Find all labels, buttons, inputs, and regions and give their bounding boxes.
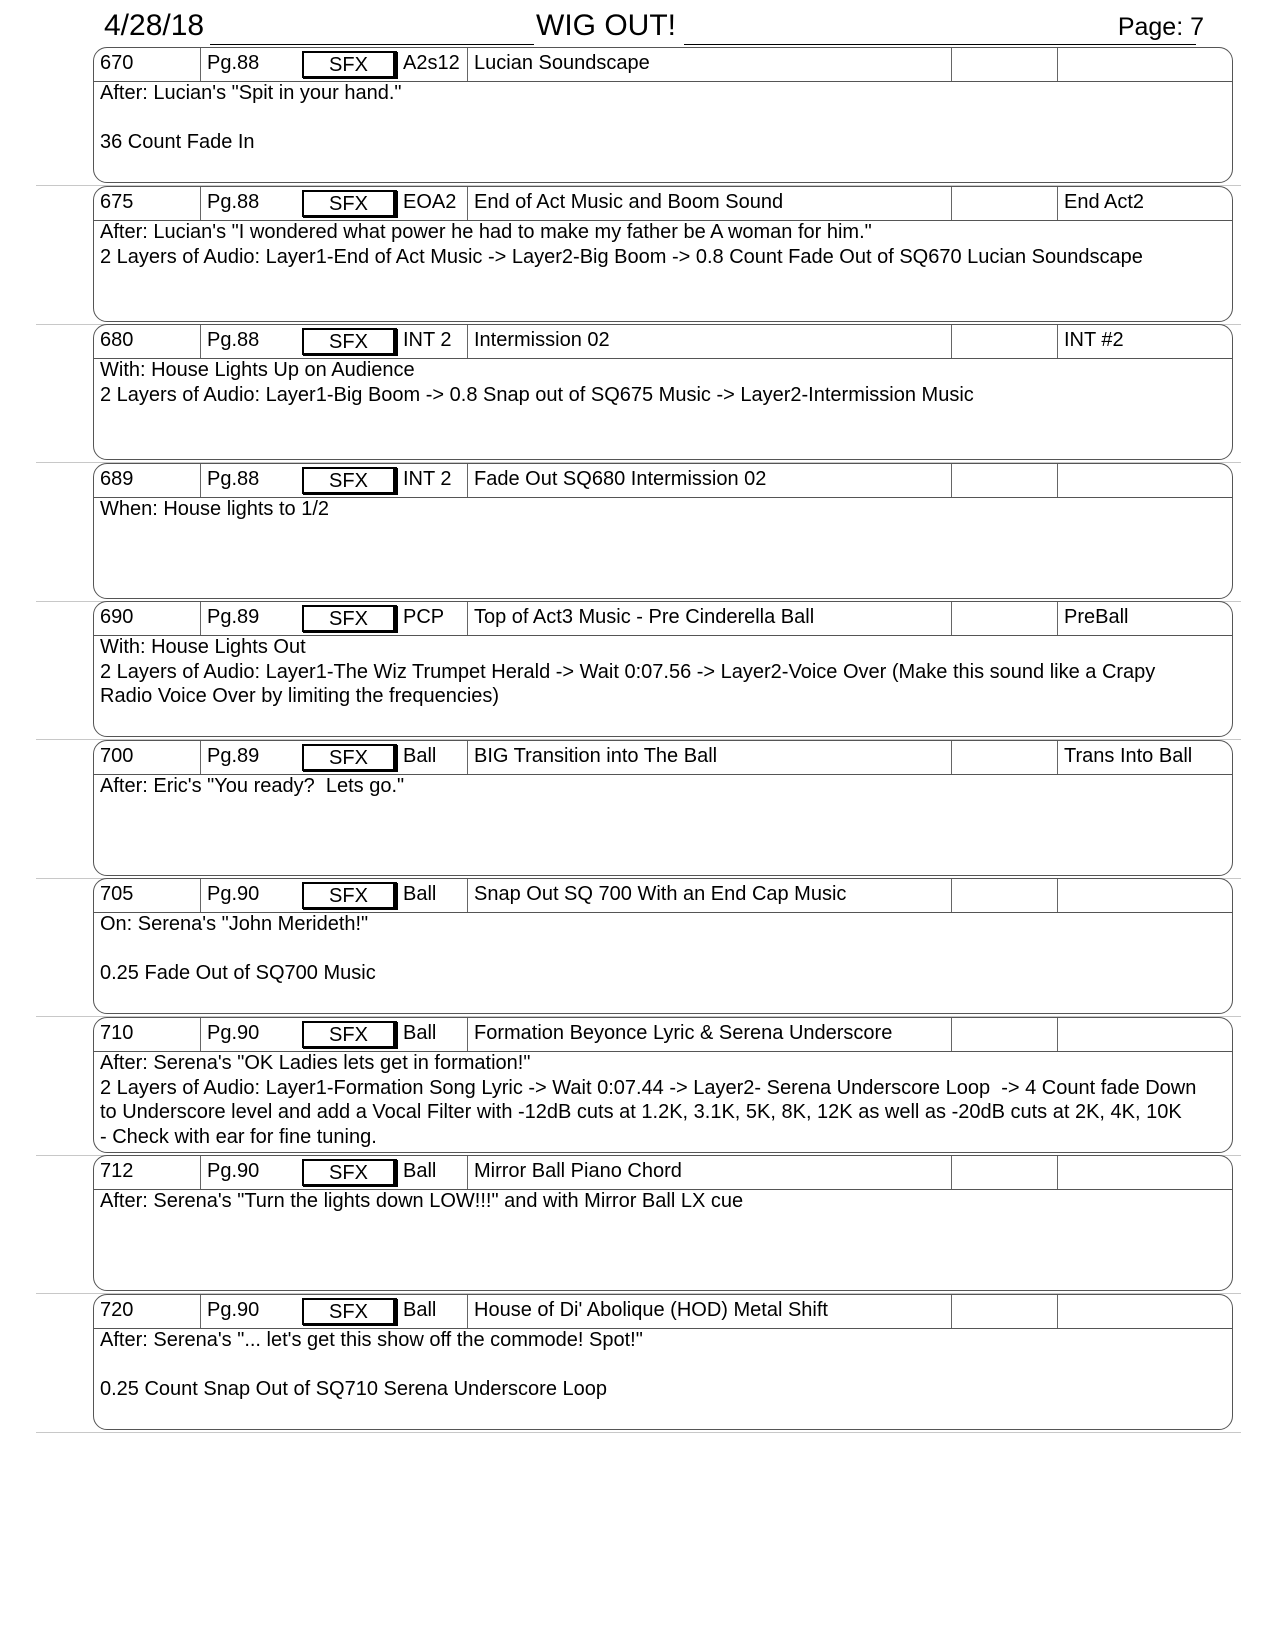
cue-scene: Ball (403, 883, 437, 905)
cue-blank-field (951, 464, 1057, 497)
cue-description: Fade Out SQ680 Intermission 02 (467, 464, 951, 497)
cue-note-line: 2 Layers of Audio: Layer1-Big Boom -> 0.8 Snap out of SQ675 Music -> Layer2-Intermission Music (100, 383, 974, 406)
cue-note-line: 2 Layers of Audio: Layer1-Formation Song Lyric -> Wait 0:07.44 -> Layer2- Serena Underscore Loop -> 4 Count fade Down (100, 1076, 1197, 1099)
cue-script-page: Pg.88 (200, 48, 298, 81)
cue-blank-field (951, 879, 1057, 912)
cue-script-page: Pg.88 (200, 464, 298, 497)
cue-blank-field (951, 741, 1057, 774)
cue-scene: Ball (403, 1022, 437, 1044)
cue-label (1057, 1018, 1232, 1051)
cue-description: BIG Transition into The Ball (467, 741, 951, 774)
cue-note-line: When: House lights to 1/2 (100, 498, 330, 520)
cue-card (93, 1294, 1233, 1430)
cue-scene: INT 2 (403, 468, 452, 490)
cue-notes (100, 912, 1228, 986)
cue-note-line: After: Lucian's "Spit in your hand." (100, 82, 402, 104)
cue-scene: Ball (403, 1160, 437, 1182)
cue-script-page: Pg.90 (200, 879, 298, 912)
cue-blank-field (951, 187, 1057, 220)
cue-description: End of Act Music and Boom Sound (467, 187, 951, 220)
cue-card (93, 1017, 1233, 1153)
cue-note-line (100, 1353, 1228, 1378)
cue-number: 670 (100, 52, 134, 74)
cue-label (1057, 464, 1232, 497)
cue-blank-field (951, 602, 1057, 635)
cue-blank-field (951, 1018, 1057, 1051)
cue-header-row (94, 602, 1232, 636)
cue-header-row (94, 1156, 1232, 1190)
cue-description: Formation Beyonce Lyric & Serena Underscore (467, 1018, 951, 1051)
cue-notes (100, 497, 1228, 522)
cue-number: 700 (100, 745, 134, 767)
cue-card (93, 463, 1233, 599)
cue-scene: Ball (403, 745, 437, 767)
cue-number: 690 (100, 606, 134, 628)
cue-number: 689 (100, 468, 134, 490)
cue-note-line: With: House Lights Out (100, 636, 306, 658)
cue-type-badge: SFX (302, 1298, 397, 1325)
cue-scene: INT 2 (403, 329, 452, 351)
cue-script-page: Pg.89 (200, 602, 298, 635)
cue-number: 680 (100, 329, 134, 351)
cue-label (1057, 1156, 1232, 1189)
cue-type-badge: SFX (302, 744, 397, 771)
cue-note-line: After: Serena's "Turn the lights down LOW!!!" and with Mirror Ball LX cue (100, 1190, 744, 1212)
cue-note-line: 2 Layers of Audio: Layer1-End of Act Music -> Layer2-Big Boom -> 0.8 Count Fade Out of SQ670 Lucian Soundscape (100, 245, 1143, 268)
cue-card (93, 1155, 1233, 1291)
cue-header-row (94, 879, 1232, 913)
cue-note-line: 36 Count Fade In (100, 131, 255, 153)
cue-card (93, 878, 1233, 1014)
cue-scene: Ball (403, 1299, 437, 1321)
cue-notes (100, 358, 1228, 407)
cue-number: 710 (100, 1022, 134, 1044)
cue-header-row (94, 325, 1232, 359)
cue-card (93, 601, 1233, 737)
cue-notes (100, 220, 1228, 269)
cue-description: Top of Act3 Music - Pre Cinderella Ball (467, 602, 951, 635)
cue-type-badge: SFX (302, 190, 397, 217)
cue-note-line: After: Lucian's "I wondered what power he had to make my father be A woman for him." (100, 221, 872, 243)
cue-script-page: Pg.88 (200, 325, 298, 358)
cue-notes (100, 1051, 1228, 1149)
cue-type-badge: SFX (302, 467, 397, 494)
cue-note-line: 0.25 Fade Out of SQ700 Music (100, 962, 376, 984)
cue-label (1057, 1295, 1232, 1328)
cue-card (93, 740, 1233, 876)
cue-number: 705 (100, 883, 134, 905)
cue-card (93, 47, 1233, 183)
document-date: 4/28/18 (104, 9, 205, 42)
cue-description: House of Di' Abolique (HOD) Metal Shift (467, 1295, 951, 1328)
cue-blank-field (951, 48, 1057, 81)
cue-scene: A2s12 (403, 52, 460, 74)
cue-notes (100, 635, 1228, 709)
cue-note-line: 0.25 Count Snap Out of SQ710 Serena Underscore Loop (100, 1378, 608, 1400)
cue-type-badge: SFX (302, 882, 397, 909)
cue-label (1057, 48, 1232, 81)
cue-note-line: With: House Lights Up on Audience (100, 359, 415, 381)
cue-number: 712 (100, 1160, 134, 1182)
cue-header-row (94, 48, 1232, 82)
cue-script-page: Pg.89 (200, 741, 298, 774)
cue-note-line: to Underscore level and add a Vocal Filter with -12dB cuts at 1.2K, 3.1K, 5K, 8K, 12K as well as -20dB cuts at 2K, 4K, 10K (100, 1101, 1182, 1123)
cue-label: End Act2 (1057, 187, 1232, 220)
cue-blank-field (951, 325, 1057, 358)
page-number: Page: 7 (1117, 13, 1204, 41)
cue-note-line: After: Eric's "You ready? Lets go." (100, 775, 405, 797)
cue-note-line (100, 106, 1228, 131)
cue-type-badge: SFX (302, 1159, 397, 1186)
document-title: WIG OUT! (536, 9, 676, 42)
cue-label: PreBall (1057, 602, 1232, 635)
cue-note-line (100, 937, 1228, 962)
cue-label: Trans Into Ball (1057, 741, 1232, 774)
cue-type-badge: SFX (302, 328, 397, 355)
cue-note-line: Radio Voice Over by limiting the frequencies) (100, 685, 500, 707)
cue-description: Snap Out SQ 700 With an End Cap Music (467, 879, 951, 912)
cue-label (1057, 879, 1232, 912)
cue-note-line: - Check with ear for fine tuning. (100, 1125, 377, 1148)
cue-notes (100, 1328, 1228, 1402)
cue-description: Lucian Soundscape (467, 48, 951, 81)
cue-notes (100, 774, 1228, 799)
cue-scene: EOA2 (403, 191, 457, 213)
cue-label: INT #2 (1057, 325, 1232, 358)
cue-header-row (94, 187, 1232, 221)
cue-blank-field (951, 1156, 1057, 1189)
cue-notes (100, 81, 1228, 155)
cue-card (93, 186, 1233, 322)
cue-script-page: Pg.90 (200, 1295, 298, 1328)
cue-script-page: Pg.90 (200, 1018, 298, 1051)
cue-script-page: Pg.88 (200, 187, 298, 220)
cue-number: 720 (100, 1299, 134, 1321)
cue-header-row (94, 464, 1232, 498)
cue-header-row (94, 1295, 1232, 1329)
cue-type-badge: SFX (302, 605, 397, 632)
cue-description: Mirror Ball Piano Chord (467, 1156, 951, 1189)
cue-type-badge: SFX (302, 1021, 397, 1048)
cue-note-line: After: Serena's "... let's get this show off the commode! Spot!" (100, 1329, 643, 1351)
cue-note-line: On: Serena's "John Merideth!" (100, 913, 369, 935)
cue-script-page: Pg.90 (200, 1156, 298, 1189)
cue-scene: PCP (403, 606, 445, 628)
cue-note-line: 2 Layers of Audio: Layer1-The Wiz Trumpet Herald -> Wait 0:07.56 -> Layer2-Voice Over (Make this sound like a Crapy (100, 660, 1156, 683)
cue-blank-field (951, 1295, 1057, 1328)
cue-header-row (94, 1018, 1232, 1052)
cue-description: Intermission 02 (467, 325, 951, 358)
cue-notes (100, 1189, 1228, 1214)
cue-header-row (94, 741, 1232, 775)
cue-separator (36, 1432, 1241, 1433)
cue-card (93, 324, 1233, 460)
cue-note-line: After: Serena's "OK Ladies lets get in formation!" (100, 1052, 531, 1074)
cue-type-badge: SFX (302, 51, 397, 78)
cue-number: 675 (100, 191, 134, 213)
